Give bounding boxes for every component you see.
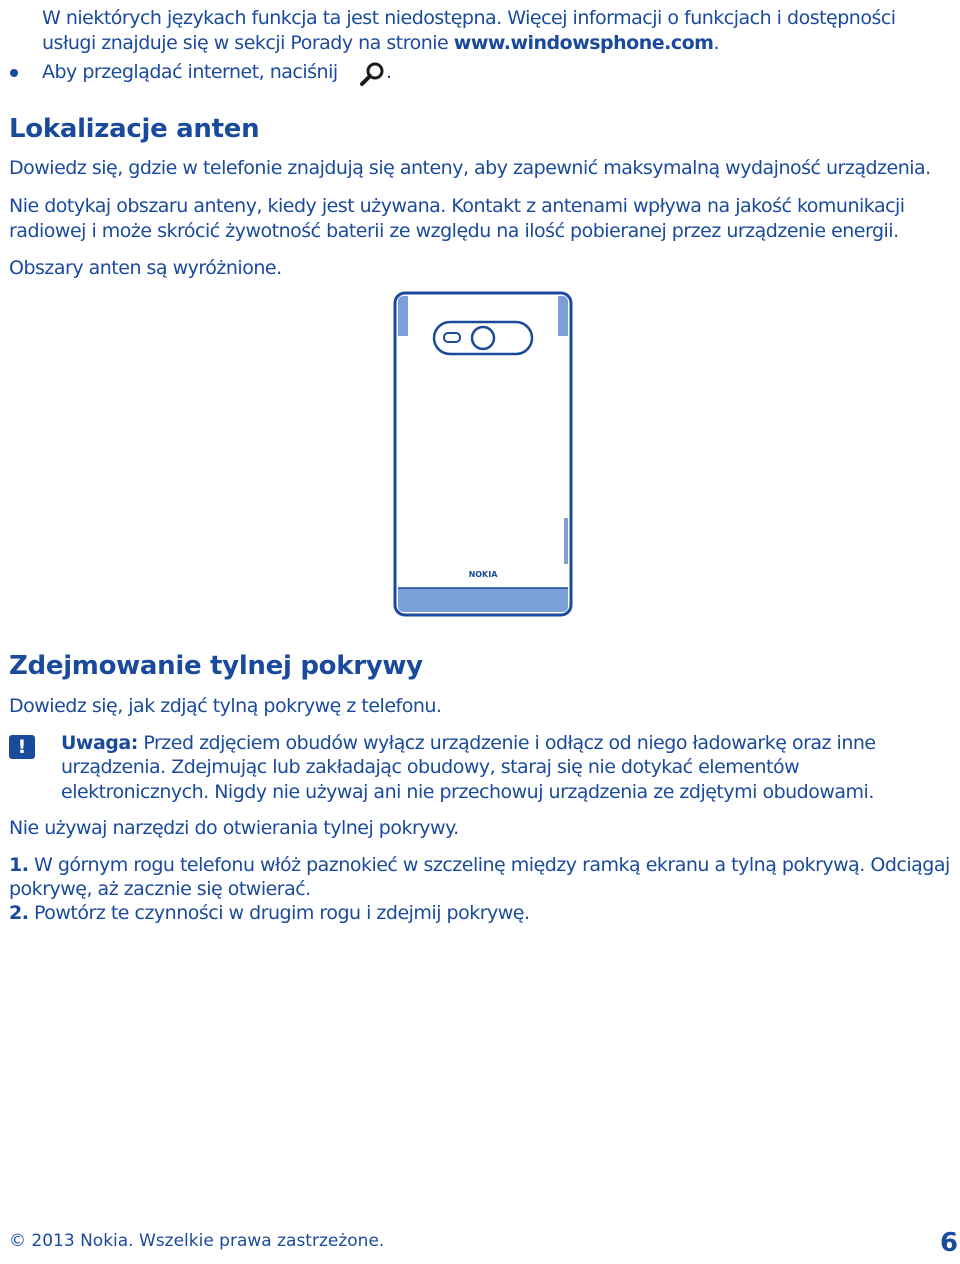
step-2-number: 2. [9, 902, 29, 924]
warning-line3: elektronicznych. Nigdy nie używaj ani nie przechowuj urządzenia ze zdjętymi obudowami. [61, 781, 874, 803]
availability-note-line1: W niektórych językach funkcja ta jest niedostępna. Więcej informacji o funkcjach i dostępności [42, 7, 896, 29]
bullet-dot [10, 69, 18, 77]
warning-line2: urządzenia. Zdejmując lub zakładając obudowy, staraj się nie dotykać elementów [61, 756, 800, 778]
antenna-line4: Obszary anten są wyróżnione. [9, 257, 282, 279]
browse-bullet-period: . [386, 61, 392, 83]
step-1-number: 1. [9, 854, 29, 876]
warning-label: Uwaga: [61, 732, 138, 754]
antenna-area-top-left [398, 296, 408, 336]
step-1-line2: pokrywę, aż zacznie się otwierać. [9, 878, 311, 900]
cover-intro: Dowiedz się, jak zdjąć tylną pokrywę z telefonu. [9, 695, 442, 717]
antenna-line2: Nie dotykaj obszaru anteny, kiedy jest używana. Kontakt z antenami wpływa na jakość komunikacji [9, 195, 905, 217]
availability-note-line2 [42, 31, 719, 55]
page-number: 6 [940, 1228, 959, 1258]
step-2 [9, 901, 530, 925]
phone-nokia-logo: NOKIA [468, 570, 498, 579]
search-icon [357, 61, 387, 87]
warning-text: Przed zdjęciem obudów wyłącz urządzenie i odłącz od niego ładowarkę oraz inne [137, 732, 876, 754]
warning-icon: ! [9, 735, 35, 759]
antenna-area-top-right [558, 296, 568, 336]
antenna-area-side [564, 518, 568, 564]
copyright: © 2013 Nokia. Wszelkie prawa zastrzeżone. [9, 1231, 385, 1251]
tools-note: Nie używaj narzędzi do otwierania tylnej pokrywy. [9, 817, 459, 839]
step-1-text: W górnym rogu telefonu włóż paznokieć w szczelinę między ramką ekranu a tylną pokrywą. Odciągaj [28, 854, 950, 876]
browse-bullet-text: Aby przeglądać internet, naciśnij [42, 61, 338, 83]
availability-note-period: . [713, 32, 720, 54]
antenna-section-title: Lokalizacje anten [9, 114, 260, 144]
availability-note-text: usługi znajduje się w sekcji Porady na stronie [42, 32, 454, 54]
antenna-area-bottom [398, 588, 568, 612]
warning-line1 [61, 731, 876, 755]
windowsphone-link[interactable]: www.windowsphone.com [453, 32, 714, 54]
cover-section-title: Zdejmowanie tylnej pokrywy [9, 651, 423, 681]
antenna-line3: radiowej i może skrócić żywotność baterii ze względu na ilość pobieranej przez urządzenie energii. [9, 220, 899, 242]
step-1-line1 [9, 853, 950, 877]
step-2-text: Powtórz te czynności w drugim rogu i zdejmij pokrywę. [28, 902, 530, 924]
antenna-line1: Dowiedz się, gdzie w telefonie znajdują się anteny, aby zapewnić maksymalną wydajność urządzenia. [9, 157, 931, 179]
phone-back-illustration [390, 288, 576, 618]
